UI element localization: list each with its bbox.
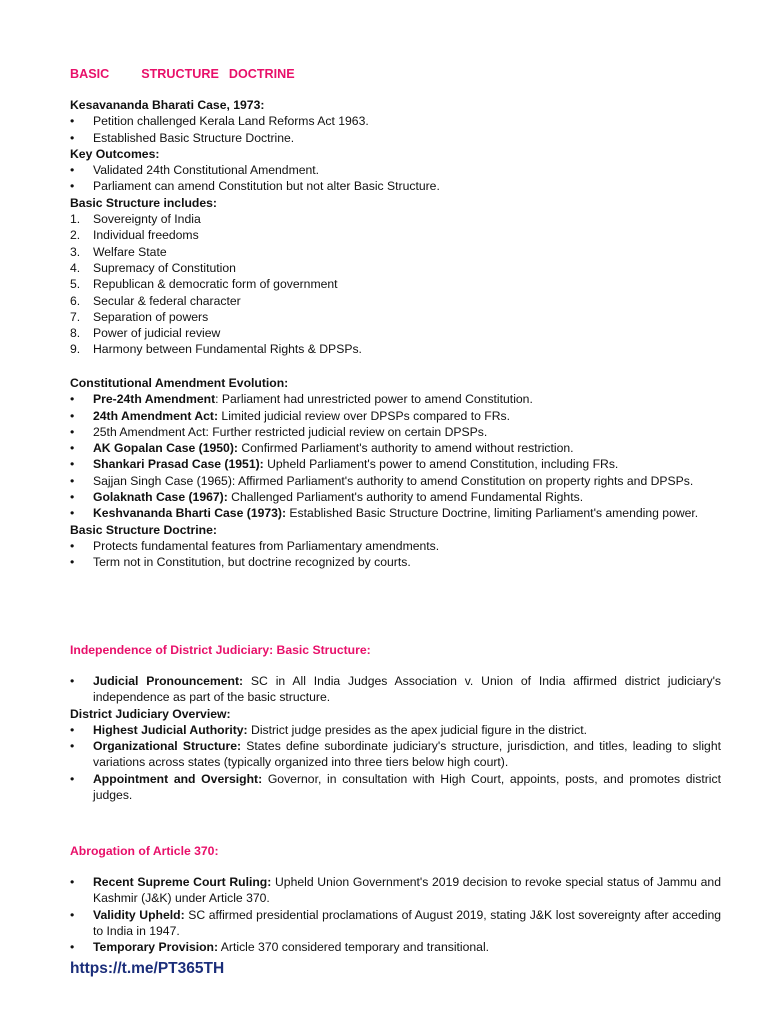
district-overview-title: District Judiciary Overview: xyxy=(70,706,231,721)
kesavananda-section xyxy=(70,97,721,358)
bullet-icon: • xyxy=(70,114,75,129)
list-item: • Pre-24th Amendment: Parliament had unrestricted power to amend Constitution. xyxy=(70,392,533,407)
numbered-item: 1. Sovereignty of India xyxy=(70,212,201,227)
bullet-icon: • xyxy=(70,907,75,922)
bullet-icon: • xyxy=(70,163,75,178)
list-item: • Organizational Structure: States define subordinate judiciary's structure, jurisdiction, and titles, leading to slight variations across states (typically organized into three tiers below high court). xyxy=(70,739,721,770)
bullet-icon: • xyxy=(70,457,75,472)
title-word-doctrine: DOCTRINE xyxy=(228,67,295,81)
bullet-icon: • xyxy=(70,555,75,570)
evolution-title: Constitutional Amendment Evolution: xyxy=(70,376,289,390)
list-item: • Appointment and Oversight: Governor, in consultation with High Court, appoints, posts, and promotes district judges. xyxy=(70,771,721,803)
numbered-item: 6. Secular & federal character xyxy=(70,293,241,308)
list-item: • Petition challenged Kerala Land Reforms Act 1963. xyxy=(70,114,369,129)
list-item: • Judicial Pronouncement: SC in All India Judges Association v. Union of India affirmed district judiciary's independence as part of the basic structure. xyxy=(70,674,721,705)
list-item: • Validated 24th Constitutional Amendment. xyxy=(70,163,320,178)
title-word-basic: BASIC xyxy=(70,67,110,81)
article370-section xyxy=(70,874,721,955)
list-item: • Parliament can amend Constitution but not alter Basic Structure. xyxy=(70,179,440,194)
bullet-icon: • xyxy=(70,490,75,505)
article370-heading: Abrogation of Article 370: xyxy=(70,844,219,858)
item-number: 9. xyxy=(70,342,81,357)
key-outcomes-title: Key Outcomes: xyxy=(70,146,160,161)
bullet-icon: • xyxy=(70,739,75,754)
bullet-icon: • xyxy=(70,130,75,145)
telegram-link[interactable]: https://t.me/PT365TH xyxy=(70,960,225,977)
numbered-item: 9. Harmony between Fundamental Rights & DPSPs. xyxy=(70,342,362,357)
page-title xyxy=(70,66,721,82)
numbered-item: 5. Republican & democratic form of government xyxy=(70,277,338,292)
list-item: • Temporary Provision: Article 370 considered temporary and transitional. xyxy=(70,940,490,955)
title-word-structure: STRUCTURE xyxy=(141,67,219,81)
bullet-icon: • xyxy=(70,722,75,737)
evolution-section xyxy=(70,375,721,571)
list-item: • Golaknath Case (1967): Challenged Parliament's authority to amend Fundamental Rights. xyxy=(70,490,584,505)
bullet-icon: • xyxy=(70,392,75,407)
item-number: 7. xyxy=(70,309,81,324)
bullet-icon: • xyxy=(70,473,75,488)
item-number: 5. xyxy=(70,277,81,292)
item-number: 3. xyxy=(70,244,81,259)
item-number: 2. xyxy=(70,228,81,243)
list-item: • 24th Amendment Act: Limited judicial review over DPSPs compared to FRs. xyxy=(70,408,510,423)
list-item: • Shankari Prasad Case (1951): Upheld Parliament's power to amend Constitution, including FRs. xyxy=(70,457,619,472)
bullet-icon: • xyxy=(70,875,75,889)
bullet-icon: • xyxy=(70,408,75,423)
bullet-icon: • xyxy=(70,424,75,439)
kesavananda-title: Kesavananda Bharati Case, 1973: xyxy=(70,98,265,112)
doctrine-title: Basic Structure Doctrine: xyxy=(70,522,217,537)
list-item: • Validity Upheld: SC affirmed presidential proclamations of August 2019, stating J&K lost sovereignty after acceding to India in 1947. xyxy=(70,907,722,938)
bullet-icon: • xyxy=(70,441,75,456)
item-number: 8. xyxy=(70,326,81,341)
list-item: • Recent Supreme Court Ruling: Upheld Union Government's 2019 decision to revoke special status of Jammu and Kashmir (J&K) under Article 370. xyxy=(70,875,721,906)
basic-structure-includes-title: Basic Structure includes: xyxy=(70,195,217,210)
numbered-item: 8. Power of judicial review xyxy=(70,326,221,341)
numbered-item: 4. Supremacy of Constitution xyxy=(70,260,236,275)
numbered-item: 7. Separation of powers xyxy=(70,309,209,324)
list-item: • AK Gopalan Case (1950): Confirmed Parliament's authority to amend without restriction. xyxy=(70,441,574,456)
item-number: 1. xyxy=(70,212,81,227)
district-heading: Independence of District Judiciary: Basic Structure: xyxy=(70,643,371,657)
item-number: 4. xyxy=(70,260,81,275)
list-item: • Keshvananda Bharti Case (1973): Established Basic Structure Doctrine, limiting Parliament's amending power. xyxy=(70,506,699,521)
item-number: 6. xyxy=(70,293,81,308)
numbered-item: 2. Individual freedoms xyxy=(70,228,199,243)
district-section xyxy=(70,673,721,803)
list-item: • Established Basic Structure Doctrine. xyxy=(70,130,295,145)
bullet-icon: • xyxy=(70,771,75,786)
bullet-icon: • xyxy=(70,940,75,955)
list-item: • Protects fundamental features from Parliamentary amendments. xyxy=(70,538,440,553)
list-item: • Highest Judicial Authority: District judge presides as the apex judicial figure in the district. xyxy=(70,722,588,737)
bullet-icon: • xyxy=(70,538,75,553)
list-item: • Sajjan Singh Case (1965): Affirmed Parliament's authority to amend Constitution on property rights and DPSPs. xyxy=(70,473,694,488)
bullet-icon: • xyxy=(70,506,75,521)
list-item: • 25th Amendment Act: Further restricted judicial review on certain DPSPs. xyxy=(70,424,488,439)
bullet-icon: • xyxy=(70,179,75,194)
list-item: • Term not in Constitution, but doctrine recognized by courts. xyxy=(70,555,411,570)
numbered-item: 3. Welfare State xyxy=(70,244,167,259)
bullet-icon: • xyxy=(70,674,75,688)
